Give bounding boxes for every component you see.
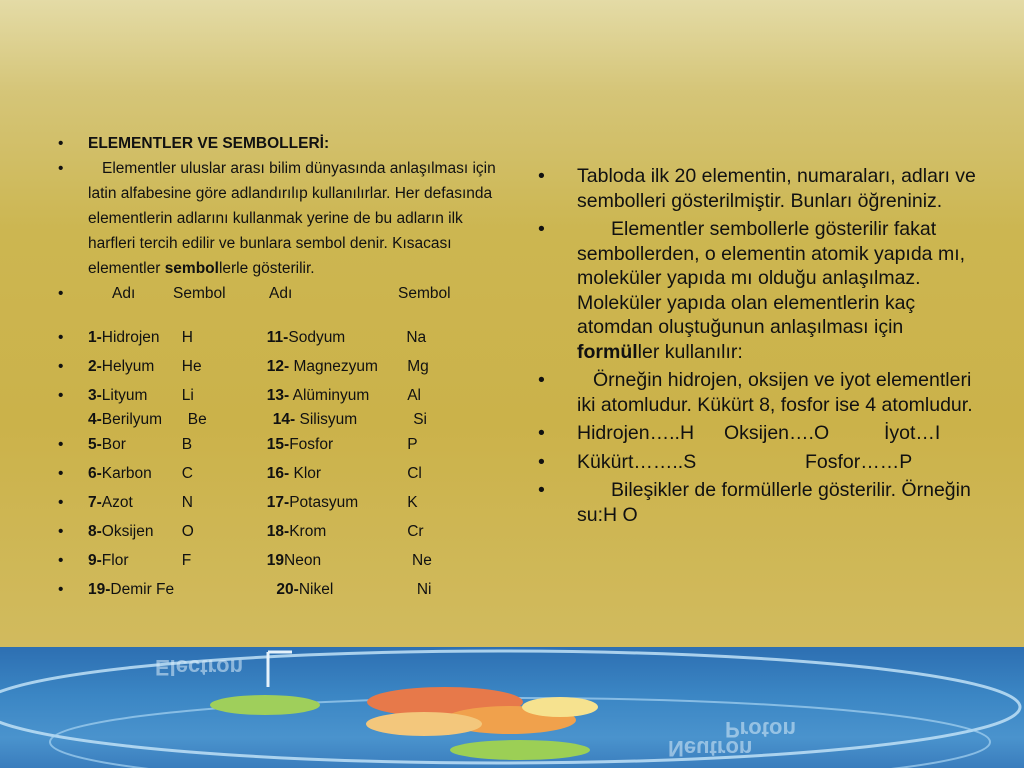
element-name: Bor bbox=[101, 436, 126, 453]
element-symbol: Si bbox=[413, 411, 427, 428]
element-row bbox=[58, 577, 498, 602]
element-number: 20- bbox=[276, 581, 299, 598]
paragraph-table-note: Tabloda ilk 20 elementin, numaraları, adları ve sembolleri gösterilmiştir. Bunları öğreniniz. bbox=[577, 165, 976, 212]
element-row bbox=[58, 325, 498, 350]
paragraph-formula-end: ler kullanılır: bbox=[637, 340, 743, 363]
intro-text-end: lerle gösterilir. bbox=[218, 260, 315, 277]
element-symbol: Li bbox=[181, 387, 194, 404]
bullet: • bbox=[58, 465, 64, 482]
element-name: Nikel bbox=[298, 581, 334, 598]
list-item bbox=[536, 164, 976, 213]
electron-label: Electron bbox=[155, 655, 244, 680]
intro-text: Elementler uluslar arası bilim dünyasında anlaşılması için latin alfabesine göre adlandırılıp kullanılırlar. Her defasında elementlerin adlarını kullanmak yerine de bu adların ilk harfleri tercih edilir ve bunlara sembol denir. Kısacası elementler bbox=[88, 160, 496, 277]
element-row bbox=[58, 407, 498, 432]
col-header-name-2: Adı bbox=[269, 285, 293, 302]
element-name: Magnezyum bbox=[289, 358, 378, 375]
element-name: Silisyum bbox=[295, 411, 358, 428]
element-symbol: Be bbox=[187, 411, 207, 428]
bullet: • bbox=[58, 329, 64, 346]
element-number: 13- bbox=[266, 387, 290, 404]
list-item bbox=[536, 368, 976, 417]
element-row bbox=[58, 354, 498, 379]
element-number: 11- bbox=[266, 329, 289, 346]
list-item bbox=[58, 281, 498, 306]
list-item bbox=[536, 450, 976, 475]
element-symbol: B bbox=[181, 436, 193, 453]
neutron-label: Neutron bbox=[668, 736, 753, 761]
bullet: • bbox=[58, 523, 64, 540]
section-heading: ELEMENTLER VE SEMBOLLERİ: bbox=[88, 135, 330, 152]
element-name: Krom bbox=[289, 523, 327, 540]
element-number: 6- bbox=[88, 465, 102, 482]
element-symbol: Na bbox=[406, 329, 427, 346]
element-name: Demir Fe bbox=[110, 581, 175, 598]
element-name: Hidrojen bbox=[101, 329, 160, 346]
element-name: Flor bbox=[101, 552, 129, 569]
element-symbol: He bbox=[181, 358, 202, 375]
element-symbol: K bbox=[407, 494, 418, 511]
element-symbol: F bbox=[181, 552, 192, 569]
element-symbol: Ne bbox=[412, 552, 432, 569]
list-item bbox=[536, 217, 976, 364]
paragraph-example: Örneğin hidrojen, oksijen ve iyot elementleri iki atomludur. Kükürt 8, fosfor ise 4 atomludur. bbox=[577, 369, 973, 416]
paragraph-formula: Elementler sembollerle gösterilir fakat sembollerden, o elementin atomik yapıda mı, moleküler yapıda mı olduğu anlaşılmaz. Moleküler yapıda olan elementlerin kaç atomdan oluştuğunun anlaşılması için bbox=[577, 218, 966, 338]
element-symbol: C bbox=[181, 465, 193, 482]
left-text-column bbox=[58, 131, 498, 606]
element-name: Oksijen bbox=[101, 523, 154, 540]
col-header-symbol-2: Sembol bbox=[398, 285, 451, 302]
element-number: 9- bbox=[88, 552, 102, 569]
element-number: 8- bbox=[88, 523, 102, 540]
element-symbol: Cl bbox=[407, 465, 422, 482]
element-row bbox=[58, 461, 498, 486]
element-row bbox=[58, 432, 498, 457]
element-number: 4- bbox=[88, 411, 102, 428]
element-number: 5- bbox=[88, 436, 102, 453]
element-name: Klor bbox=[289, 465, 322, 482]
list-item bbox=[58, 131, 498, 156]
col-header-name-1: Adı bbox=[112, 285, 136, 302]
bullet: • bbox=[58, 358, 64, 375]
element-number: 19 bbox=[266, 552, 285, 569]
right-text-column bbox=[536, 164, 976, 531]
intro-bold: sembol bbox=[164, 260, 219, 277]
bullet: • bbox=[58, 387, 64, 404]
proton-label: Proton bbox=[725, 717, 796, 742]
element-number: 16- bbox=[266, 465, 290, 482]
bullet: • bbox=[538, 369, 545, 391]
bullet: • bbox=[58, 581, 64, 598]
bullet: • bbox=[538, 165, 545, 187]
element-number: 2- bbox=[88, 358, 102, 375]
element-name: Neon bbox=[284, 552, 322, 569]
bullet: • bbox=[58, 135, 64, 152]
element-name: Potasyum bbox=[289, 494, 359, 511]
col-header-symbol-1: Sembol bbox=[173, 285, 226, 302]
element-symbol: Al bbox=[407, 387, 421, 404]
element-number: 1- bbox=[88, 329, 102, 346]
bullet: • bbox=[58, 285, 64, 302]
element-symbol: Ni bbox=[416, 581, 432, 598]
element-number: 15- bbox=[266, 436, 290, 453]
element-number: 12- bbox=[266, 358, 290, 375]
element-number: 3- bbox=[88, 387, 102, 404]
formula-iodine: İyot…I bbox=[884, 422, 941, 444]
element-symbol: N bbox=[181, 494, 193, 511]
bullet: • bbox=[58, 552, 64, 569]
element-name: Sodyum bbox=[288, 329, 346, 346]
element-symbol: O bbox=[181, 523, 194, 540]
bullet: • bbox=[58, 494, 64, 511]
formula-sulfur: Kükürt……..S bbox=[577, 450, 697, 473]
element-number: 14- bbox=[272, 411, 296, 428]
bullet: • bbox=[538, 218, 545, 240]
bullet: • bbox=[58, 436, 64, 453]
list-item bbox=[58, 156, 498, 281]
element-row bbox=[58, 490, 498, 515]
formula-oxygen: Oksijen….O bbox=[724, 422, 830, 444]
list-item bbox=[536, 421, 976, 446]
element-name: Berilyum bbox=[101, 411, 163, 428]
element-row bbox=[58, 548, 498, 573]
element-number: 18- bbox=[266, 523, 290, 540]
atom-illustration-svg bbox=[0, 647, 1024, 768]
element-number: 17- bbox=[266, 494, 290, 511]
element-name: Azot bbox=[101, 494, 133, 511]
bullet: • bbox=[538, 450, 545, 473]
formula-hydrogen: Hidrojen…..H bbox=[577, 422, 695, 444]
element-symbol: H bbox=[181, 329, 193, 346]
element-name: Helyum bbox=[101, 358, 155, 375]
element-name: Lityum bbox=[101, 387, 148, 404]
element-row bbox=[58, 519, 498, 544]
formula-phosphorus: Fosfor……P bbox=[805, 450, 913, 473]
element-name: Karbon bbox=[101, 465, 152, 482]
paragraph-formula-bold: formül bbox=[577, 340, 638, 363]
element-symbol: Cr bbox=[407, 523, 424, 540]
list-item bbox=[536, 478, 976, 527]
atom-illustration bbox=[0, 647, 1024, 768]
element-row bbox=[58, 383, 498, 408]
bullet: • bbox=[538, 479, 545, 501]
paragraph-compounds: Bileşikler de formüllerle gösterilir. Örneğin su:H O bbox=[577, 479, 971, 526]
bullet: • bbox=[58, 160, 64, 177]
element-name: Fosfor bbox=[289, 436, 334, 453]
element-name: Alüminyum bbox=[289, 387, 370, 404]
bullet: • bbox=[538, 422, 545, 444]
element-symbol: P bbox=[407, 436, 418, 453]
element-symbol: Mg bbox=[407, 358, 429, 375]
element-number: 7- bbox=[88, 494, 102, 511]
element-number: 19- bbox=[88, 581, 111, 598]
